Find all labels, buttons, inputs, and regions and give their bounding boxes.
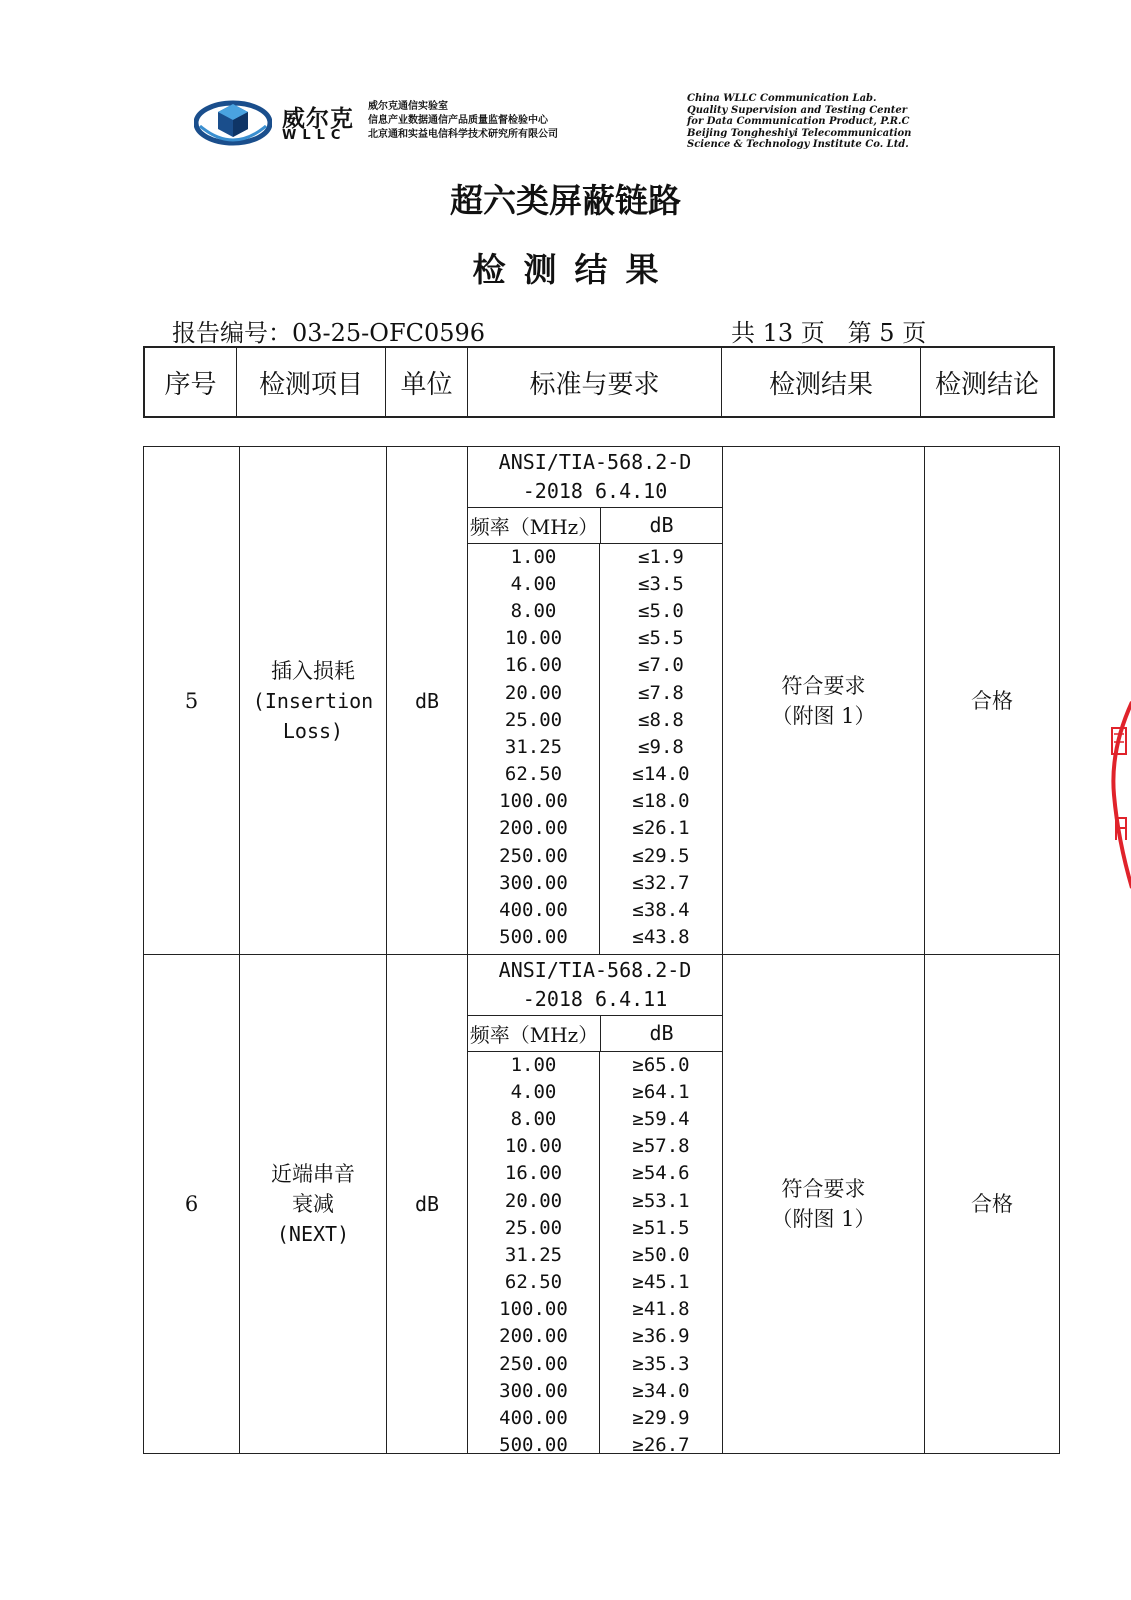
limit-value: ≥34.0 <box>632 1379 690 1402</box>
freq-column <box>468 1051 600 1457</box>
item-line: 衰减 <box>292 1192 334 1216</box>
frequency-value: 200.00 <box>499 817 568 840</box>
limit-value: ≥53.1 <box>632 1189 690 1212</box>
result-line: （附图 1） <box>771 703 876 728</box>
document-title: 超六类屏蔽链路 <box>450 181 681 220</box>
limit-value: ≤29.5 <box>632 844 690 867</box>
frequency-value: 16.00 <box>504 654 563 677</box>
org-cn-line: 信息产业数据通信产品质量监督检验中心 <box>368 115 548 126</box>
cell-item <box>240 955 387 1453</box>
limit-value: ≥35.3 <box>632 1352 690 1375</box>
frequency-value: 250.00 <box>499 1352 568 1375</box>
limit-value: ≤14.0 <box>632 763 690 786</box>
frequency-value: 25.00 <box>504 708 563 731</box>
cell-unit <box>387 447 468 954</box>
org-cn-line: 北京通和实益电信科学技术研究所有限公司 <box>368 129 558 140</box>
conclusion: 合格 <box>971 688 1013 713</box>
row-no: 5 <box>184 688 199 713</box>
standard-ref <box>468 955 722 1016</box>
result-line: 符合要求 <box>781 1177 866 1201</box>
org-en-line: China WLLC Communication Lab. <box>687 93 877 104</box>
frequency-value: 25.00 <box>504 1216 563 1239</box>
limit-value: ≤7.8 <box>638 681 684 704</box>
frequency-value: 100.00 <box>499 1298 568 1321</box>
cell-result <box>723 955 925 1453</box>
conclusion: 合格 <box>971 1192 1013 1216</box>
frequency-value: 10.00 <box>504 1135 563 1158</box>
result-line: （附图 1） <box>771 1207 876 1231</box>
standard-line: ANSI/TIA-568.2-D <box>498 450 692 474</box>
frequency-value: 20.00 <box>504 681 563 704</box>
seal-stamp <box>1104 700 1131 890</box>
frequency-value: 100.00 <box>499 790 568 813</box>
sub-header <box>468 507 722 544</box>
frequency-value: 250.00 <box>499 844 568 867</box>
frequency-value: 4.00 <box>510 1080 557 1103</box>
item-line: 插入损耗 <box>270 658 355 683</box>
row-no: 6 <box>184 1192 199 1216</box>
frequency-value: 8.00 <box>510 1107 557 1130</box>
brand-name-en: WLLC <box>282 128 347 143</box>
org-cn-line: 威尔克通信实验室 <box>368 101 448 112</box>
org-en-line: Quality Supervision and Testing Center <box>687 104 908 116</box>
limit-value: ≤43.8 <box>632 926 690 949</box>
frequency-value: 31.25 <box>504 735 563 758</box>
header-standard: 标准与要求 <box>468 348 722 416</box>
frequency-value: 300.00 <box>499 871 568 894</box>
sub-header-db: dB <box>649 1021 674 1045</box>
frequency-value: 200.00 <box>499 1325 568 1348</box>
sub-header-freq: 频率（MHz） <box>468 1015 601 1051</box>
frequency-value: 20.00 <box>504 1189 563 1212</box>
org-en-line: for Data Communication Product, P.R.C <box>687 116 910 127</box>
header-conclusion: 检测结论 <box>934 369 1039 400</box>
limit-value: ≥59.4 <box>632 1107 690 1130</box>
table-row <box>143 446 1060 955</box>
limit-value: ≤3.5 <box>638 572 684 595</box>
cell-standard <box>468 955 723 1457</box>
result-line: 符合要求 <box>781 673 866 698</box>
limit-value: ≥51.5 <box>632 1216 690 1239</box>
page-info: 共 13 页 第 5 页 <box>731 319 927 347</box>
wllc-logo <box>194 96 272 150</box>
organization-en <box>687 93 911 151</box>
frequency-value: 1.00 <box>510 1053 557 1076</box>
organization-cn <box>368 100 558 142</box>
standard-line: -2018 6.4.10 <box>522 479 668 503</box>
frequency-value: 400.00 <box>499 899 568 922</box>
header-result: 检测结果 <box>722 348 921 416</box>
sub-header <box>468 1015 722 1052</box>
frequency-value: 8.00 <box>510 599 557 622</box>
header-unit: 单位 <box>386 348 468 416</box>
limit-value: ≤18.0 <box>632 790 690 813</box>
report-number: 报告编号：03-25-OFC0596 <box>172 319 486 347</box>
cell-conclusion <box>925 955 1059 1453</box>
standard-ref <box>468 447 722 508</box>
org-en-line: Beijing Tongheshiyi Telecommunication <box>687 127 912 139</box>
table-row <box>143 954 1060 1457</box>
limit-value: ≤38.4 <box>632 899 690 922</box>
frequency-value: 300.00 <box>499 1379 568 1402</box>
limit-value: ≤32.7 <box>632 871 690 894</box>
limit-value: ≥26.7 <box>632 1434 690 1457</box>
limit-value: ≥36.9 <box>632 1325 690 1348</box>
frequency-value: 62.50 <box>504 763 563 786</box>
limit-column <box>600 1051 722 1457</box>
org-en-line: Science & Technology Institute Co. Ltd. <box>687 139 909 150</box>
limit-column <box>600 543 722 954</box>
sub-header-freq: 频率（MHz） <box>468 507 601 543</box>
header-no: 序号 <box>145 348 237 416</box>
standard-line: -2018 6.4.11 <box>522 987 668 1011</box>
limit-value: ≤1.9 <box>638 545 684 568</box>
frequency-value: 31.25 <box>504 1243 563 1266</box>
cell-conclusion <box>925 447 1059 954</box>
frequency-value: 500.00 <box>499 926 568 949</box>
cell-no <box>144 447 240 954</box>
unit: dB <box>414 688 440 713</box>
frequency-value: 16.00 <box>504 1162 563 1185</box>
limit-value: ≥57.8 <box>632 1135 690 1158</box>
limit-value: ≥41.8 <box>632 1298 690 1321</box>
item-line: Loss) <box>282 718 344 743</box>
frequency-value: 62.50 <box>504 1271 563 1294</box>
cell-no <box>144 955 240 1453</box>
frequency-value: 500.00 <box>499 1434 568 1457</box>
limit-value: ≥50.0 <box>632 1243 690 1266</box>
frequency-value: 10.00 <box>504 627 563 650</box>
document-subtitle: 检测结果 <box>472 250 677 289</box>
standard-line: ANSI/TIA-568.2-D <box>498 958 692 982</box>
table-header <box>143 346 1055 418</box>
cell-unit <box>387 955 468 1453</box>
frequency-value: 400.00 <box>499 1407 568 1430</box>
limit-values <box>468 1051 722 1457</box>
limit-value: ≥64.1 <box>632 1080 690 1103</box>
limit-value: ≥54.6 <box>632 1162 690 1185</box>
cell-standard <box>468 447 723 954</box>
sub-header-db: dB <box>649 513 674 537</box>
frequency-value: 1.00 <box>510 545 557 568</box>
unit: dB <box>414 1192 440 1216</box>
header-item: 检测项目 <box>237 348 386 416</box>
limit-value: ≤26.1 <box>632 817 690 840</box>
limit-value: ≥29.9 <box>632 1407 690 1430</box>
limit-value: ≤8.8 <box>638 708 684 731</box>
frequency-value: 4.00 <box>510 572 557 595</box>
limit-value: ≤5.5 <box>638 627 684 650</box>
item-line: 近端串音 <box>271 1162 355 1186</box>
item-line: (NEXT) <box>276 1222 350 1246</box>
limit-value: ≤7.0 <box>638 654 684 677</box>
cell-item <box>240 447 387 954</box>
freq-column <box>468 543 600 954</box>
limit-value: ≥65.0 <box>632 1053 690 1076</box>
brand-name-cn: 威尔克 <box>282 106 354 132</box>
limit-value: ≤9.8 <box>638 735 684 758</box>
limit-values <box>468 543 722 954</box>
cell-result <box>723 447 925 954</box>
limit-value: ≥45.1 <box>632 1271 690 1294</box>
item-line: (Insertion <box>252 688 374 713</box>
limit-value: ≤5.0 <box>638 599 684 622</box>
